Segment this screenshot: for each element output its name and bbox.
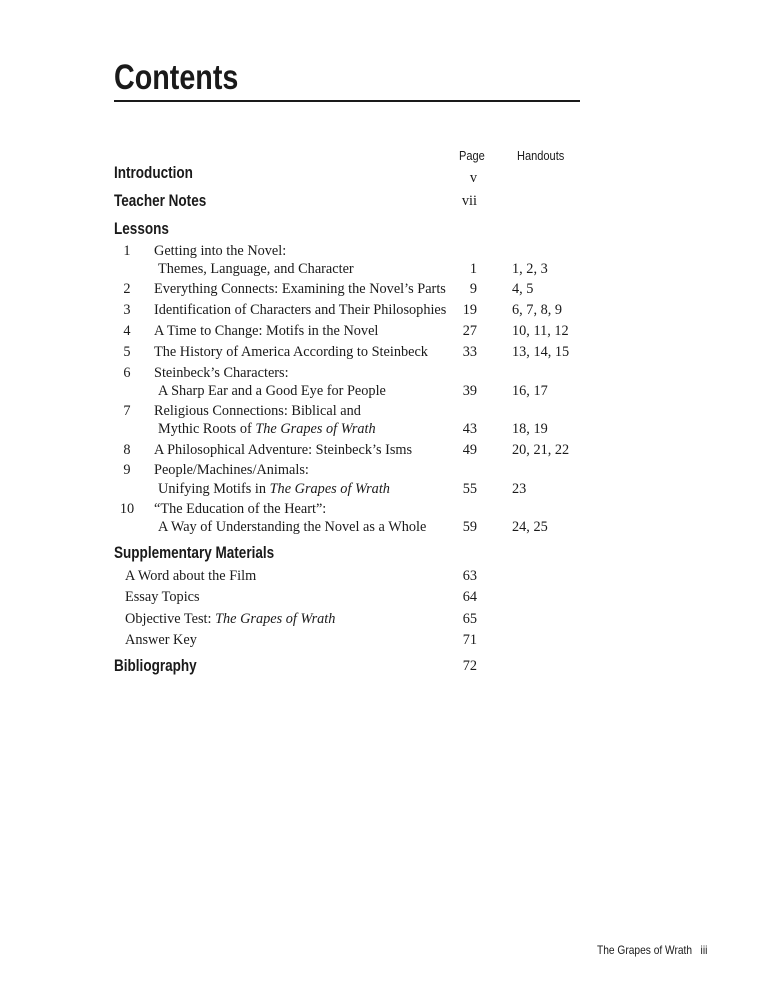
page-number: 64 [462, 589, 477, 605]
section-label: Teacher Notes [114, 192, 207, 210]
toc-entry-supplementary[interactable] [0, 610, 773, 630]
toc-entry-lesson[interactable] [0, 280, 773, 300]
supplementary-title [125, 632, 197, 649]
title-text: People/Machines/Animals: [154, 462, 309, 478]
toc-entry-supplementary[interactable] [0, 588, 773, 608]
title-text: A Sharp Ear and a Good Eye for People [158, 383, 386, 399]
supplementary-title [125, 589, 200, 606]
lesson-title-line [154, 462, 309, 479]
toc-entry-lesson[interactable] [0, 364, 773, 402]
handout-numbers: 1, 2, 3 [512, 261, 548, 277]
toc-entry-lesson[interactable] [0, 500, 773, 538]
title-text: Religious Connections: Biblical and [154, 403, 361, 419]
lesson-title-line [154, 302, 446, 319]
lesson-number: 9 [123, 462, 131, 478]
page-number: 9 [469, 281, 477, 297]
toc-entry-lesson[interactable] [0, 301, 773, 321]
handout-numbers: 16, 17 [512, 383, 548, 399]
toc-entry-lesson[interactable] [0, 461, 773, 500]
title-text: Identification of Characters and Their Philosophies [154, 302, 447, 318]
toc-entry-lesson[interactable] [0, 441, 773, 461]
toc-heading-supplementary [0, 544, 773, 564]
toc-entry-lesson[interactable] [0, 242, 773, 280]
title-rule [114, 100, 580, 102]
page-number: 1 [469, 261, 477, 277]
toc-entry-introduction[interactable] [0, 164, 773, 184]
page-number: 33 [462, 344, 477, 360]
lesson-title-line [158, 481, 390, 498]
lesson-number: 4 [123, 323, 131, 339]
handout-numbers: 20, 21, 22 [512, 442, 570, 458]
lesson-title-line [154, 323, 378, 340]
toc-entry-lesson[interactable] [0, 343, 773, 363]
title-text: Answer Key [125, 632, 197, 648]
page-number: 63 [462, 568, 477, 584]
lesson-title-line [158, 519, 426, 536]
lesson-number: 10 [119, 501, 135, 517]
footer-book-title: The Grapes of Wrath [597, 943, 693, 957]
page-title: Contents [114, 58, 239, 97]
toc-entry-supplementary[interactable] [0, 567, 773, 587]
title-text: “The Education of the Heart”: [154, 501, 327, 517]
toc-entry-lesson[interactable] [0, 402, 773, 440]
handout-numbers: 24, 25 [512, 519, 548, 535]
handout-numbers: 6, 7, 8, 9 [512, 302, 563, 318]
title-text: Essay Topics [125, 589, 200, 605]
page-number: 55 [462, 481, 477, 497]
title-text: Getting into the Novel: [154, 243, 287, 259]
supplementary-title [125, 611, 335, 628]
title-text: Objective Test: [125, 611, 216, 627]
toc-entry-teacher-notes[interactable] [0, 192, 773, 212]
title-text: Steinbeck’s Characters: [154, 365, 289, 381]
toc-entry-lesson[interactable] [0, 322, 773, 342]
lesson-number: 1 [123, 243, 131, 259]
page-number: 72 [462, 658, 477, 674]
title-text: Everything Connects: Examining the Novel’s Parts [154, 281, 446, 297]
lesson-number: 2 [123, 281, 131, 297]
title-text: Themes, Language, and Character [158, 261, 354, 277]
handout-numbers: 10, 11, 12 [512, 323, 569, 339]
section-label: Supplementary Materials [114, 544, 275, 562]
lesson-title-line [158, 383, 386, 400]
column-header-handouts: Handouts [517, 148, 565, 163]
lesson-title-line [158, 261, 354, 278]
title-text: Unifying Motifs in [158, 481, 270, 497]
lesson-title-line [154, 442, 412, 459]
page-number: 71 [462, 632, 477, 648]
column-header-page: Page [459, 148, 485, 163]
page-number: vii [461, 193, 477, 209]
footer-page-number: iii [700, 943, 708, 957]
lesson-title-line [154, 281, 446, 298]
page-number: 43 [462, 421, 477, 437]
handout-numbers: 18, 19 [512, 421, 548, 437]
page-number: 19 [462, 302, 477, 318]
italic-title: The Grapes of Wrath [269, 481, 390, 497]
page-number: 49 [462, 442, 477, 458]
lesson-title-line [154, 344, 428, 361]
handout-numbers: 13, 14, 15 [512, 344, 570, 360]
title-text: The History of America According to Steinbeck [154, 344, 428, 360]
page-footer [597, 943, 707, 957]
lesson-number: 3 [123, 302, 131, 318]
lesson-title-line [158, 421, 376, 438]
toc-entry-bibliography[interactable] [0, 657, 773, 677]
toc-heading-lessons [0, 220, 773, 240]
title-text: A Way of Understanding the Novel as a Whole [158, 519, 427, 535]
lesson-title-line [154, 403, 361, 420]
page-number: 39 [462, 383, 477, 399]
lesson-number: 7 [123, 403, 131, 419]
handout-numbers: 4, 5 [512, 281, 534, 297]
section-label: Introduction [114, 164, 193, 182]
lesson-title-line [154, 243, 286, 260]
italic-title: The Grapes of Wrath [215, 611, 336, 627]
toc-entry-supplementary[interactable] [0, 631, 773, 651]
italic-title: The Grapes of Wrath [255, 421, 376, 437]
title-text: Mythic Roots of [158, 421, 256, 437]
lesson-number: 8 [123, 442, 131, 458]
page-number: 59 [462, 519, 477, 535]
title-text: A Time to Change: Motifs in the Novel [154, 323, 379, 339]
title-text: A Philosophical Adventure: Steinbeck’s Isms [154, 442, 413, 458]
lesson-title-line [154, 365, 289, 382]
lesson-number: 6 [123, 365, 131, 381]
handout-numbers: 23 [512, 481, 527, 497]
page-number: v [469, 170, 477, 186]
page-number: 65 [462, 611, 477, 627]
section-label: Lessons [114, 220, 169, 238]
lesson-title-line [154, 501, 326, 518]
section-label: Bibliography [114, 657, 197, 675]
lesson-number: 5 [123, 344, 131, 360]
page-number: 27 [462, 323, 477, 339]
title-text: A Word about the Film [125, 568, 257, 584]
supplementary-title [125, 568, 256, 585]
